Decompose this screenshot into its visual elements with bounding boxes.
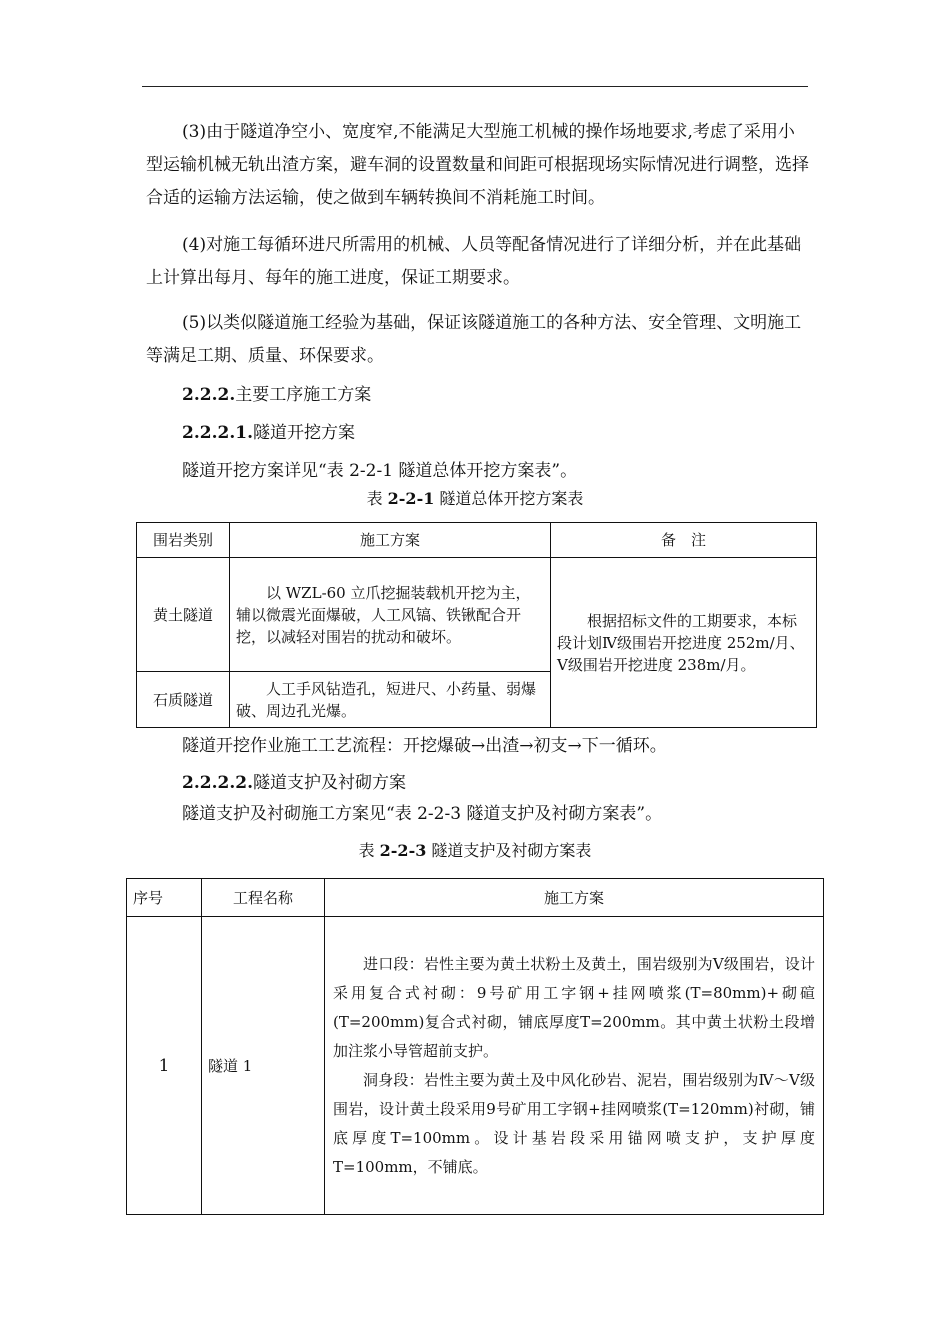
header-cell: 围岩类别 [137,523,230,558]
heading-number: 2.2.2. [182,385,236,405]
table-header-row [127,879,824,917]
plan-cell: 人工手风钻造孔，短进尺、小药量、弱爆破、周边孔光爆。 [230,672,551,728]
table-row [127,917,824,1215]
header-cell: 工程名称 [202,879,325,917]
header-rule [142,86,808,87]
remark-cell: 根据招标文件的工期要求，本标段计划Ⅳ级围岩开挖进度 252m/月、Ⅴ级围岩开挖进度 238m/月。 [551,558,817,728]
heading-2-2-2 [146,379,810,412]
heading-text: 隧道开挖方案 [253,423,355,443]
table2-caption [0,841,950,861]
plan-cell [325,917,824,1215]
heading-text: 隧道支护及衬砌方案 [253,773,406,793]
header-cell: 施工方案 [325,879,824,917]
caption-number: 2-2-1 [387,489,435,508]
category-cell: 石质隧道 [137,672,230,728]
caption-number: 2-2-3 [379,841,427,860]
excavation-plan-table [136,522,817,728]
header-cell: 序号 [127,879,202,917]
table1-caption [0,489,950,509]
plan-entrance-section: 进口段：岩性主要为黄土状粉土及黄土，围岩级别为Ⅴ级围岩，设计采用复合式衬砌：9号矿用工字钢+挂网喷浆(T=80mm)+砌碹(T=200mm)复合式衬砌，铺底厚度T=200mm。其中黄土状粉土段增加注浆小导管超前支护。 [333,954,815,1060]
process-flow: 隧道开挖作业施工工艺流程：开挖爆破→出渣→初支→下一循环。 [182,736,667,756]
heading-number: 2.2.2.1. [182,423,253,443]
project-name-cell: 隧道 1 [202,917,325,1215]
paragraph-3: (3)由于隧道净空小、宽度窄,不能满足大型施工机械的操作场地要求,考虑了采用小型运输机械无轨出渣方案，避车洞的设置数量和间距可根据现场实际情况进行调整，选择合适的运输方法运输，使之做到车辆转换间不消耗施工时间。 [146,122,809,208]
heading-text: 主要工序施工方案 [235,385,372,405]
category-cell: 黄土隧道 [137,558,230,672]
table-header-row [137,523,817,558]
paragraph-5: (5)以类似隧道施工经验为基础，保证该隧道施工的各种方法、安全管理、文明施工等满足工期、质量、环保要求。 [146,313,802,366]
support-intro: 隧道支护及衬砌施工方案见“表 2-2-3 隧道支护及衬砌方案表”。 [182,804,663,824]
plan-body-section: 洞身段：岩性主要为黄土及中风化砂岩、泥岩，围岩级别为Ⅳ～Ⅴ级围岩，设计黄土段采用9号矿用工字钢+挂网喷浆(T=120mm)衬砌，铺底厚度T=100mm。设计基岩段采用锚网喷支护，支护厚度T=100mm，不铺底。 [333,1070,815,1176]
header-cell: 施工方案 [230,523,551,558]
table-row [137,558,817,672]
caption-prefix: 表 [358,841,380,860]
heading-2-2-2-2 [146,767,810,800]
excavation-intro: 隧道开挖方案详见“表 2-2-1 隧道总体开挖方案表”。 [182,461,578,481]
support-lining-table [126,878,824,1215]
caption-text: 隧道总体开挖方案表 [434,489,584,508]
header-cell: 备 注 [551,523,817,558]
heading-2-2-2-1 [146,417,810,450]
heading-number: 2.2.2.2. [182,773,253,793]
plan-cell: 以 WZL-60 立爪挖掘装载机开挖为主，辅以微震光面爆破，人工风镐、铁锹配合开挖，以减轻对围岩的扰动和破坏。 [230,558,551,672]
paragraph-4: (4)对施工每循环进尺所需用的机械、人员等配备情况进行了详细分析，并在此基础上计算出每月、每年的施工进度，保证工期要求。 [146,235,802,288]
row-number-cell: 1 [127,917,202,1215]
caption-prefix: 表 [366,489,388,508]
caption-text: 隧道支护及衬砌方案表 [426,841,592,860]
